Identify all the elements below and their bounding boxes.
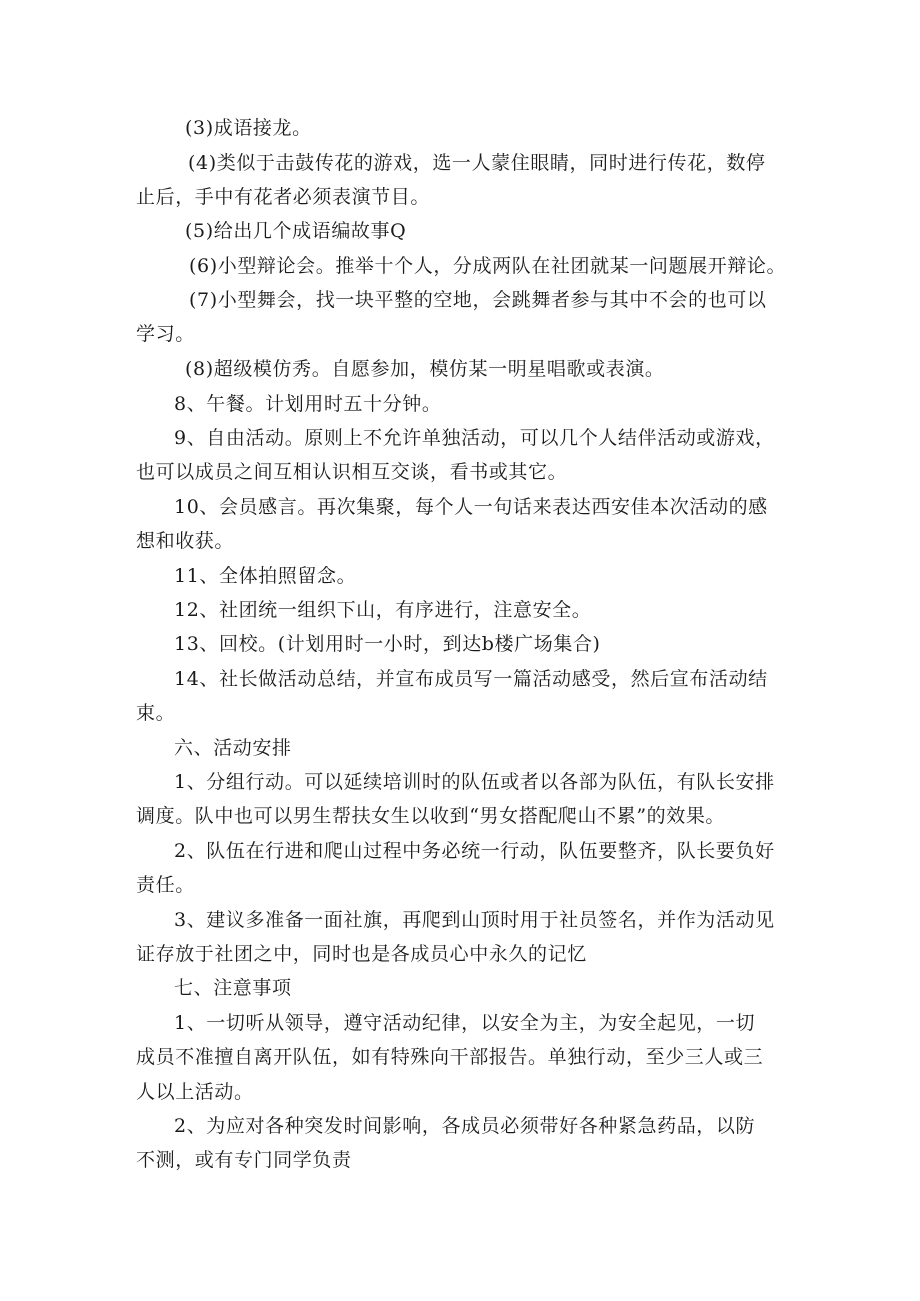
text-line: 也可以成员之间互相认识相互交谈，看书或其它。 [136, 461, 568, 483]
text-line: 止后，手中有花者必须表演节目。 [136, 186, 431, 208]
text-line: 11、全体拍照留念。 [174, 565, 357, 587]
text-line: 14、社长做活动总结，并宣布成员写一篇活动感受，然后宣布活动结 [174, 668, 768, 690]
text-line: 证存放于社团之中，同时也是各成员心中永久的记忆 [136, 943, 587, 965]
text-line: 10、会员感言。再次集聚，每个人一句话来表达西安佳本次活动的感 [174, 496, 768, 518]
section-heading: 七、注意事项 [174, 977, 292, 999]
text-line: 1、一切听从领导，遵守活动纪律，以安全为主，为安全起见，一切 [174, 1012, 756, 1034]
text-line: 3、建议多准备一面社旗，再爬到山顶时用于社员签名，并作为活动见 [174, 909, 775, 931]
text-line: 8、午餐。计划用时五十分钟。 [174, 393, 442, 415]
text-line: (4)类似于击鼓传花的游戏，选一人蒙住眼睛，同时进行传花，数停 [188, 152, 766, 174]
text-line: 13、回校。(计划用时一小时，到达b楼广场集合) [174, 633, 601, 655]
text-line: 想和收获。 [136, 530, 235, 552]
section-heading: 六、活动安排 [174, 737, 292, 759]
text-line: 不测，或有专门同学负责 [136, 1149, 352, 1171]
text-line: 调度。队中也可以男生帮扶女生以收到“男女搭配爬山不累”的效果。 [136, 805, 726, 827]
text-line: (5)给出几个成语编故事Q [185, 220, 407, 242]
text-line: 9、自由活动。原则上不允许单独活动，可以几个人结伴活动或游戏， [174, 427, 775, 449]
text-line: 1、分组行动。可以延续培训时的队伍或者以各部为队伍，有队长安排 [174, 771, 775, 793]
text-line: (6)小型辩论会。推举十个人，分成两队在社团就某一问题展开辩论。 [189, 255, 787, 277]
text-line: (8)超级模仿秀。自愿参加，模仿某一明星唱歌或表演。 [185, 358, 665, 380]
text-line: 责任。 [136, 874, 195, 896]
text-line: 2、队伍在行进和爬山过程中务必统一行动，队伍要整齐，队长要负好 [174, 840, 775, 862]
text-line: 成员不准擅自离开队伍，如有特殊向干部报告。单独行动，至少三人或三 [136, 1046, 764, 1068]
text-line: 束。 [136, 702, 176, 724]
text-line: 2、为应对各种突发时间影响，各成员必须带好各种紧急药品，以防 [174, 1115, 756, 1137]
text-line: (7)小型舞会，找一块平整的空地，会跳舞者参与其中不会的也可以 [189, 289, 767, 311]
text-line: 12、社团统一组织下山，有序进行，注意安全。 [174, 599, 592, 621]
text-line: 学习。 [136, 323, 195, 345]
text-line: (3)成语接龙。 [185, 117, 312, 139]
text-line: 人以上活动。 [136, 1081, 254, 1103]
